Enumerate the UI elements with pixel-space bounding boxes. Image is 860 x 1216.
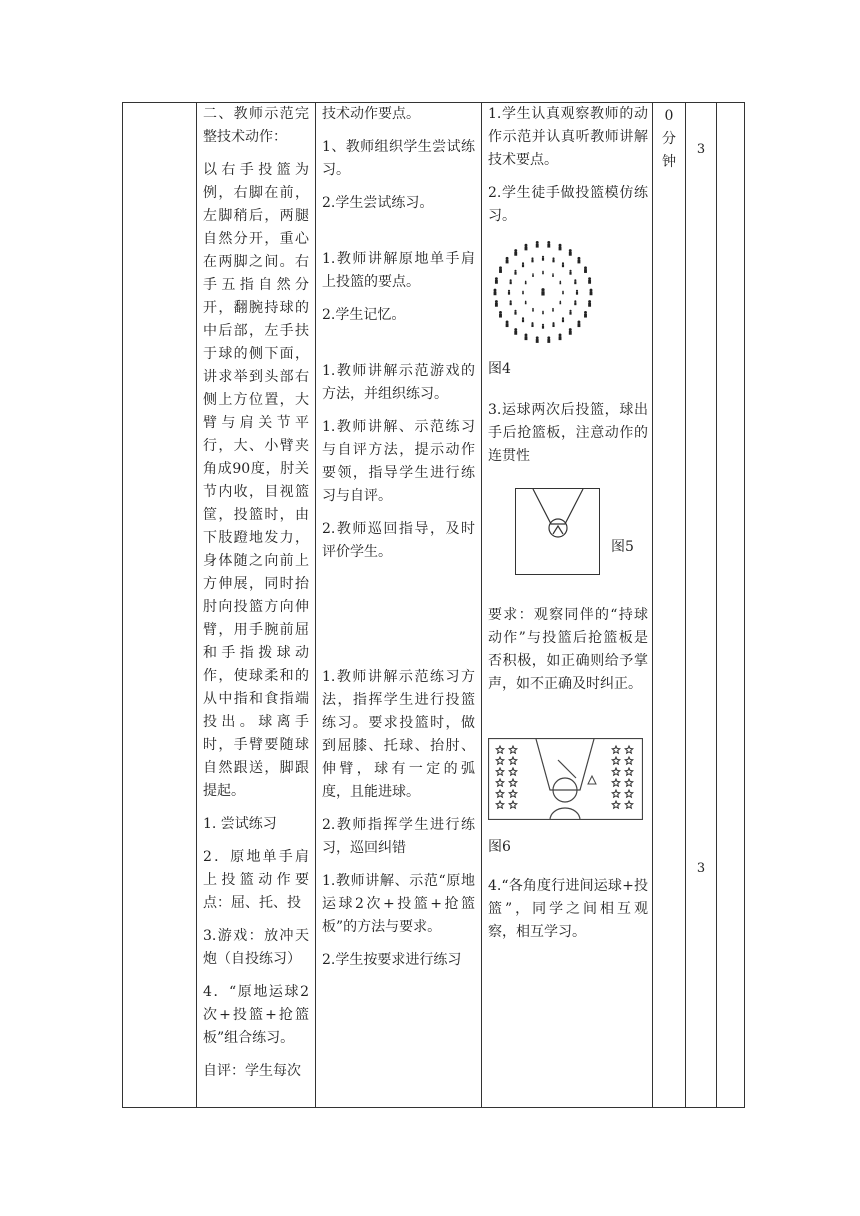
student-marker [588, 300, 591, 307]
student-marker [569, 310, 571, 315]
student-marker [588, 277, 591, 284]
activity-text: 技术动作要点。 [322, 106, 420, 122]
activity-text: 3.运球两次后投篮，球出手后抢篮板，注意动作的连贯性 [488, 402, 648, 464]
student-marker [532, 308, 534, 312]
student-marker [531, 322, 533, 327]
activity-text: 2.学生按要求进行练习 [322, 952, 462, 968]
student-marker [569, 328, 572, 335]
student-marker [525, 334, 528, 341]
student-marker [525, 281, 527, 285]
student-marker [559, 244, 562, 251]
student-marker [495, 277, 498, 284]
student-marker [536, 241, 539, 248]
time-unit: 分 [662, 131, 676, 147]
student-marker [560, 301, 562, 305]
student-marker [562, 262, 564, 267]
activity-text: 2.学生徒手做投篮模仿练习。 [488, 185, 648, 224]
student-marker [562, 317, 564, 322]
activity-text: 4.“各角度行进间运球+投篮”，同学之间相互观察，相互学习。 [488, 878, 648, 940]
student-marker [577, 257, 580, 264]
student-marker [577, 321, 580, 328]
activity-text: 1.学生认真观察教师的动作示范并认真听教师讲解技术要点。 [488, 106, 648, 168]
student-marker [531, 257, 533, 262]
student-marker [525, 301, 527, 305]
count-value: 3 [696, 861, 706, 876]
time-value: 0 [664, 108, 674, 124]
content-item: 3.游戏：放冲天炮（自投练习） [203, 928, 309, 967]
student-marker [542, 324, 544, 329]
student-marker [552, 273, 554, 277]
student-marker [532, 273, 534, 277]
student-marker [510, 300, 512, 305]
content-item: 1. 尝试练习 [203, 816, 277, 832]
activity-text: 2.教师指挥学生进行练习，巡回纠错 [322, 817, 475, 856]
student-marker [522, 317, 524, 322]
student-marker [542, 256, 544, 261]
student-marker [552, 257, 554, 262]
student-marker [499, 311, 502, 318]
student-marker [510, 279, 512, 284]
activity-text: 1、教师组织学生尝试练习。 [322, 139, 475, 178]
section-heading: 二、教师示范完整技术动作： [203, 106, 309, 145]
student-activity-cell [482, 103, 652, 954]
student-marker [547, 336, 550, 343]
half-court-diagram [515, 488, 601, 576]
activity-text: 2.学生尝试练习。 [322, 195, 434, 211]
student-marker [562, 291, 564, 295]
student-marker [514, 310, 516, 315]
student-marker [522, 262, 524, 267]
student-marker [506, 321, 509, 328]
lesson-plan-table [122, 102, 745, 1108]
content-item: 4．“原地运球2次+投篮+抢篮板”组合练习。 [203, 984, 309, 1046]
column-divider [716, 103, 717, 1107]
student-marker [547, 241, 550, 248]
student-marker [525, 244, 528, 251]
student-marker [584, 311, 587, 318]
column-divider [652, 103, 653, 1107]
activity-text: 1.教师讲解原地单手肩上投篮的要点。 [322, 251, 475, 290]
student-marker [506, 257, 509, 264]
technique-description: 以右手投篮为例，右脚在前，左脚稍后，两腿自然分开，重心在两脚之间。右手五指自然分开，翻腕持球的中后部，左手扶于球的侧下面，讲求举到头部右侧上方位置，大臂与肩关节平行，大、小臂夹角成90度，肘关节内收，目视篮筐，投篮时，由下肢蹬地发力，身体随之向前上方伸展，同时抬肘向投篮方向伸臂，用手腕前屈和手指拨球动作，使球柔和的从中指和食指端投出。球离手时，手臂要随球自然跟送，脚跟提起。 [203, 162, 309, 799]
content-item: 2．原地单手肩上投篮动作要点：屈、托、投 [203, 849, 309, 911]
student-marker [574, 300, 576, 305]
student-marker [542, 311, 544, 315]
student-marker [590, 289, 593, 296]
student-marker [514, 249, 517, 256]
content-item: 自评：学生每次 [203, 1063, 301, 1079]
activity-text: 1.教师讲解示范练习方法，指挥学生进行投篮练习。要求投篮时，做到屈膝、托球、抬肘、伸臂，球有一定的弧度，且能进球。 [322, 669, 475, 800]
student-marker [514, 270, 516, 275]
teacher-activity-cell [316, 103, 479, 982]
student-marker [560, 281, 562, 285]
shooting-drill-diagram [488, 738, 643, 820]
activity-text: 1.教师讲解、示范练习与自评方法，提示动作要领，指导学生进行练习与自评。 [322, 419, 475, 504]
figure-label: 图4 [488, 361, 511, 377]
student-marker [494, 289, 497, 296]
activity-text: 1.教师讲解示范游戏的方法，并组织练习。 [322, 363, 475, 402]
student-marker [552, 308, 554, 312]
student-marker [522, 291, 524, 295]
column-divider [685, 103, 686, 1107]
student-marker [569, 270, 571, 275]
figure-label: 图5 [611, 539, 634, 555]
student-marker [541, 288, 544, 295]
student-marker [569, 249, 572, 256]
requirement-text: 要求：观察同伴的“持球动作”与投篮后抢篮板是否积极，如正确则给予掌声，如不正确及时纠正。 [488, 607, 648, 692]
student-marker [574, 279, 576, 284]
student-marker [536, 336, 539, 343]
activity-text: 2.教师巡回指导，及时评价学生。 [322, 521, 475, 560]
student-marker [495, 300, 498, 307]
time-cell [653, 105, 685, 174]
time-unit: 钟 [662, 154, 676, 170]
activity-text: 1.教师讲解、示范“原地运球2次+投篮+抢篮板”的方法与要求。 [322, 873, 475, 935]
circle-formation-diagram [488, 238, 608, 348]
student-marker [508, 290, 510, 295]
student-marker [559, 334, 562, 341]
content-cell [197, 103, 313, 1093]
student-marker [514, 328, 517, 335]
student-marker [542, 271, 544, 275]
student-marker [576, 290, 578, 295]
student-marker [584, 266, 587, 273]
figure-label: 图6 [488, 839, 511, 855]
count-value: 3 [696, 142, 706, 157]
student-marker [499, 266, 502, 273]
student-marker [552, 322, 554, 327]
activity-text: 2.学生记忆。 [322, 307, 406, 323]
